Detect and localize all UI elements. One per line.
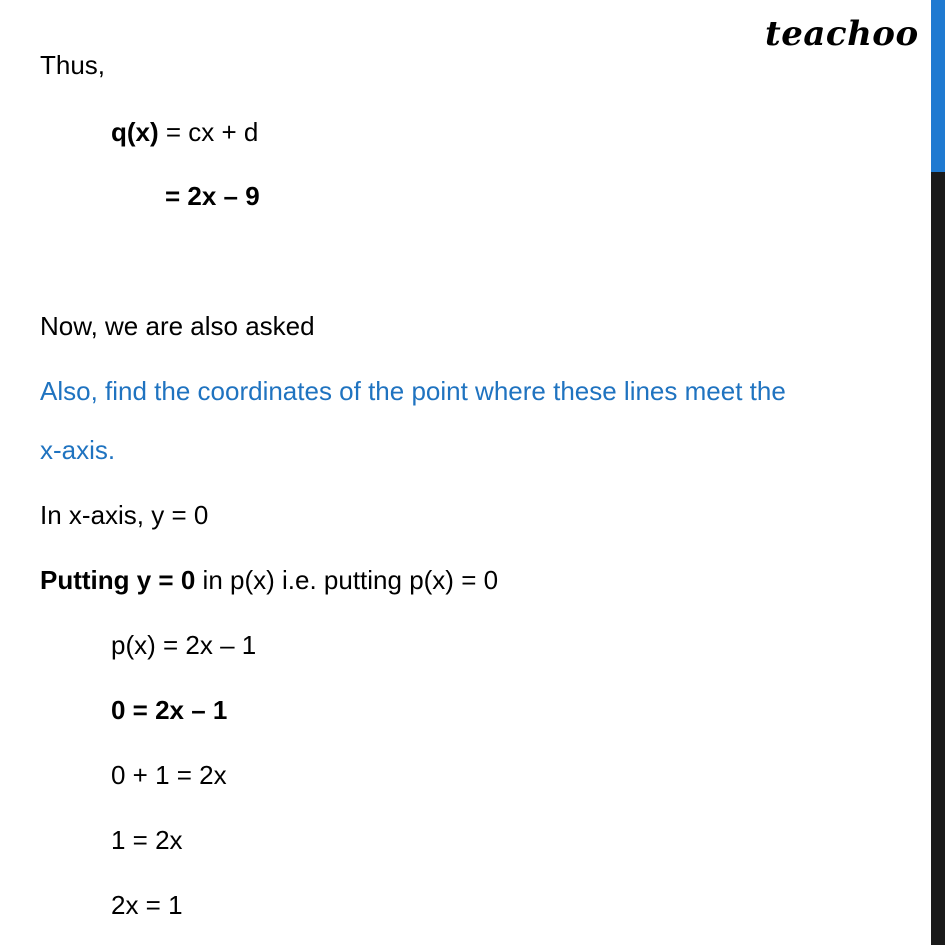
q-label: q(x) xyxy=(111,117,159,147)
equation-swap: 2x = 1 xyxy=(111,890,183,920)
q-result-line xyxy=(165,181,260,211)
scrollbar-thumb[interactable] xyxy=(931,0,945,172)
teachoo-logo: teachoo xyxy=(765,14,919,54)
thus-line: Thus, xyxy=(40,50,106,80)
equation-one: 1 = 2x xyxy=(111,825,183,855)
q-definition-line xyxy=(111,117,258,147)
putting-line xyxy=(40,565,498,595)
equation-zero xyxy=(111,695,227,725)
equation-p: p(x) = 2x – 1 xyxy=(111,630,257,660)
equation-add: 0 + 1 = 2x xyxy=(111,760,227,790)
q-expression: = cx + d xyxy=(158,117,259,147)
question-line-2: x-axis. xyxy=(40,435,116,465)
question-line-1: Also, find the coordinates of the point where these lines meet the xyxy=(40,376,786,406)
x-axis-line: In x-axis, y = 0 xyxy=(40,500,209,530)
equation-zero-bold: 0 = 2x – 1 xyxy=(111,695,228,725)
putting-rest: in p(x) i.e. putting p(x) = 0 xyxy=(195,565,499,595)
scrollbar[interactable] xyxy=(931,0,945,945)
putting-bold: Putting y = 0 xyxy=(40,565,196,595)
q-result: = 2x – 9 xyxy=(165,181,260,211)
now-asked-line: Now, we are also asked xyxy=(40,311,315,341)
